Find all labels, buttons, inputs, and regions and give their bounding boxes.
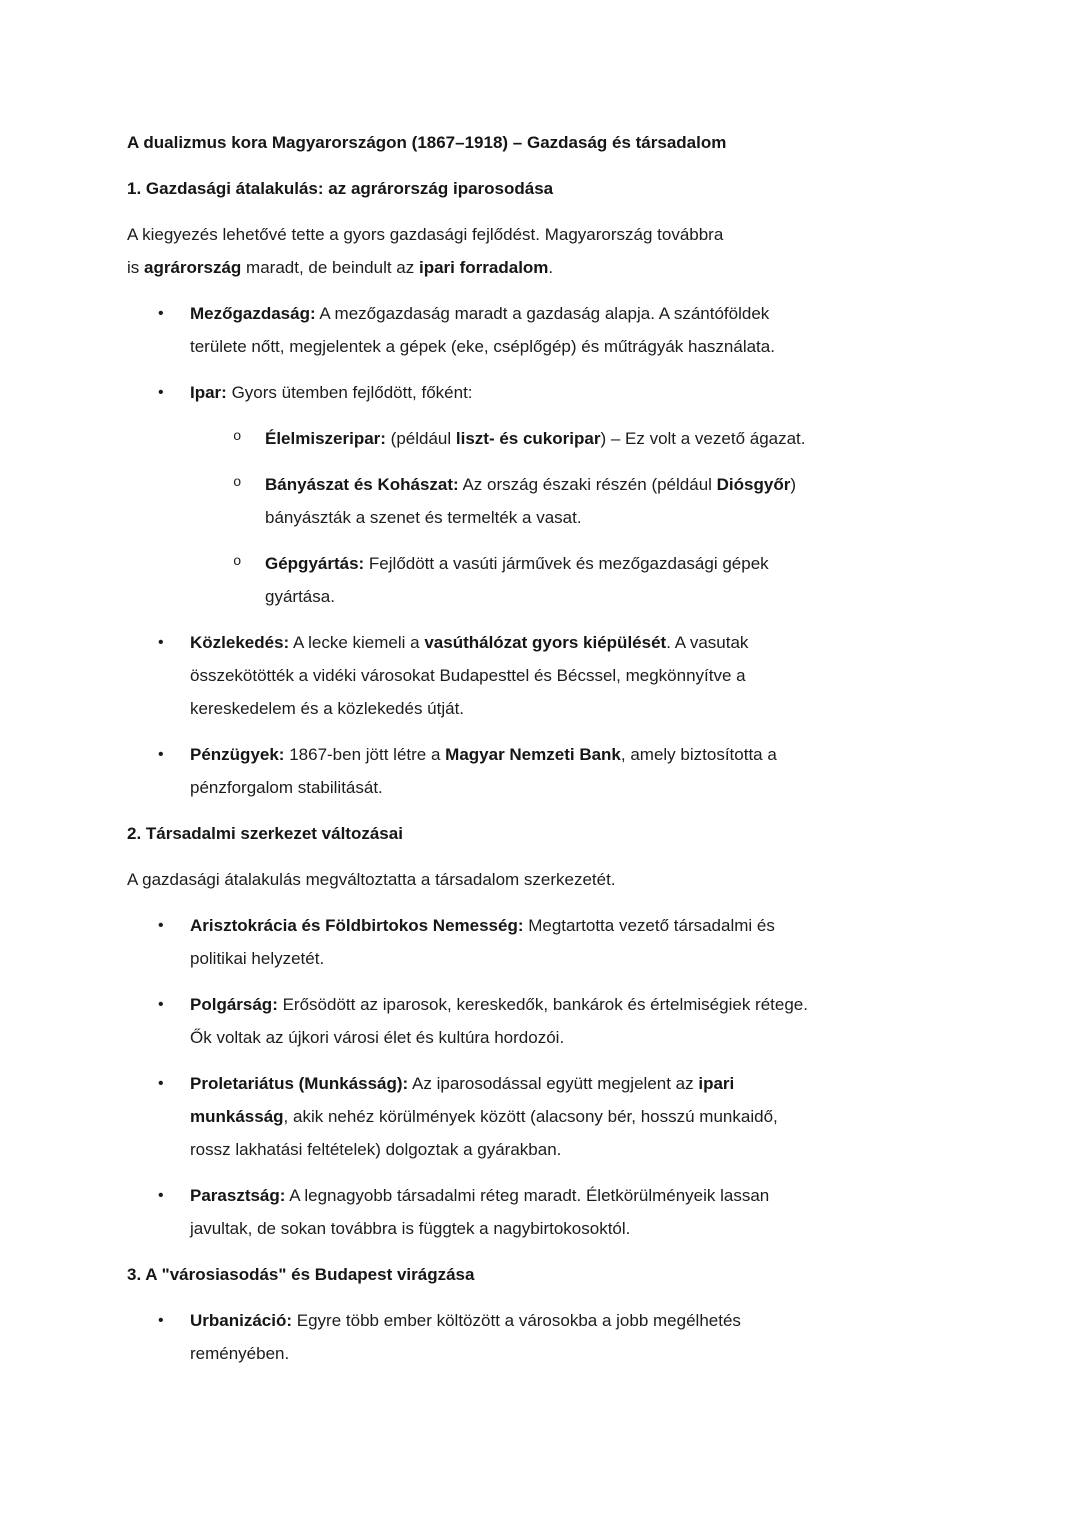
bullet-item-kozlekedes (127, 626, 953, 725)
bullet-text: Pénzügyek: 1867-ben jött létre a Magyar Nemzeti Bank, amely biztosította a pénzforgalom stabilitását. (190, 745, 777, 797)
paragraph: A kiegyezés lehetővé tette a gyors gazdasági fejlődést. Magyarország továbbra is agrárország maradt, de beindult az ipari forradalom. (127, 225, 724, 277)
bullet-text: Polgárság: Erősödött az iparosok, kereskedők, bankárok és értelmiségiek rétege. Ők voltak az újkori városi élet és kultúra hordozói. (190, 995, 808, 1047)
bullet-item-parasztsag (127, 1179, 953, 1245)
bullet-dot-icon: • (158, 305, 164, 322)
section-heading-2: 2. Társadalmi szerkezet változásai (127, 824, 403, 843)
bullet-dot-icon: • (158, 746, 164, 763)
bullet-text: Bányászat és Kohászat: Az ország északi részén (például Diósgyőr) bányászták a szenet és termelték a vasat. (265, 475, 797, 527)
bullet-text: Gépgyártás: Fejlődött a vasúti járművek és mezőgazdasági gépek gyártása. (265, 554, 769, 606)
bullet-text: Parasztság: A legnagyobb társadalmi réteg maradt. Életkörülményeik lassan javultak, de sokan továbbra is függtek a nagybirtokosoktól. (190, 1186, 770, 1238)
bullet-dot-icon: • (158, 634, 164, 651)
bullet-text: Arisztokrácia és Földbirtokos Nemesség: Megtartotta vezető társadalmi és politikai helyzetét. (190, 916, 775, 968)
section-heading-1: 1. Gazdasági átalakulás: az agrárország iparosodása (127, 179, 554, 198)
bullet-dot-icon: • (158, 384, 164, 401)
bullet-item-proletariatus (127, 1067, 953, 1166)
bullet-dot-icon: • (158, 917, 164, 934)
sub-bullet-item-banyaszat (127, 468, 953, 534)
bullet-item-polgarsag (127, 988, 953, 1054)
bullet-item-arisztokracia (127, 909, 953, 975)
sub-bullet-item-elelmiszeripar (127, 422, 953, 455)
bullet-text: Közlekedés: A lecke kiemeli a vasúthálózat gyors kiépülését. A vasutak összekötötték a vidéki városokat Budapesttel és Bécssel, megkönnyítve a kereskedelem és a közlekedés útját. (190, 633, 749, 718)
bullet-item-urbanizacio (127, 1304, 953, 1370)
bullet-dot-icon: • (158, 1187, 164, 1204)
paragraph: A gazdasági átalakulás megváltoztatta a társadalom szerkezetét. (127, 870, 616, 889)
bullet-text: Ipar: Gyors ütemben fejlődött, főként: (190, 383, 473, 402)
bullet-circle-icon: o (233, 429, 242, 445)
bullet-item-mezogazdasag (127, 297, 953, 363)
bullet-text: Élelmiszeripar: (például liszt- és cukoripar) – Ez volt a vezető ágazat. (265, 429, 806, 448)
sub-bullet-item-gepgyartas (127, 547, 953, 613)
bullet-circle-icon: o (233, 475, 242, 491)
section-heading-3: 3. A "városiasodás" és Budapest virágzása (127, 1265, 475, 1284)
doc-title: A dualizmus kora Magyarországon (1867–1918) – Gazdaság és társadalom (127, 133, 727, 152)
bullet-text: Urbanizáció: Egyre több ember költözött a városokba a jobb megélhetés reményében. (190, 1311, 741, 1363)
bullet-dot-icon: • (158, 1075, 164, 1092)
bullet-dot-icon: • (158, 996, 164, 1013)
bullet-circle-icon: o (233, 554, 242, 570)
bullet-text: Proletariátus (Munkásság): Az iparosodással együtt megjelent az ipari munkásság, akik nehéz körülmények között (alacsony bér, hosszú munkaidő, rossz lakhatási feltételek) dolgoztak a gyárakban. (190, 1074, 778, 1159)
bullet-item-penzugyek (127, 738, 953, 804)
bullet-item-ipar (127, 376, 953, 409)
bullet-dot-icon: • (158, 1312, 164, 1329)
bullet-text: Mezőgazdaság: A mezőgazdaság maradt a gazdaság alapja. A szántóföldek területe nőtt, megjelentek a gépek (eke, cséplőgép) és műtrágyák használata. (190, 304, 775, 356)
